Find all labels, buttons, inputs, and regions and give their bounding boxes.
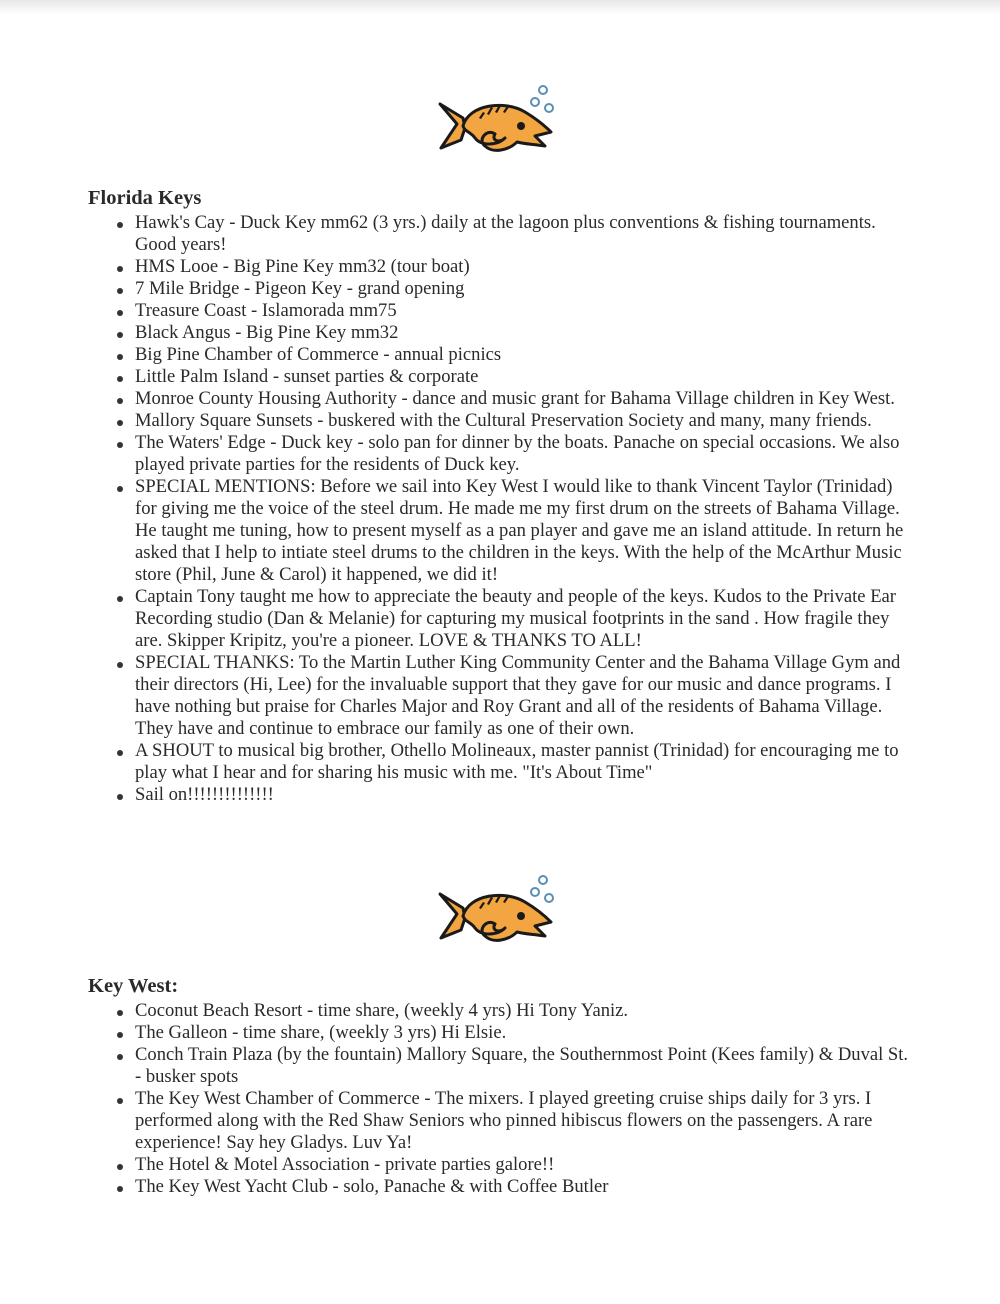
list-item: Mallory Square Sunsets - buskered with the Cultural Preservation Society and many, many friends. [115, 410, 915, 432]
list-item: Captain Tony taught me how to appreciate the beauty and people of the keys. Kudos to the Private Ear Recording studio (Dan & Melanie) for capturing my musical footprints in the sand . How fragile they are. Skipper Kripitz, you're a pioneer. LOVE & THANKS TO ALL! [115, 586, 915, 652]
list-item: 7 Mile Bridge - Pigeon Key - grand opening [115, 278, 915, 300]
list-item: SPECIAL MENTIONS: Before we sail into Key West I would like to thank Vincent Taylor (Trinidad) for giving me the voice of the steel drum. He made me my first drum on the streets of Bahama Village. He taught me tuning, how to present myself as a pan player and gave me an island attitude. In return he asked that I help to intiate steel drums to the children in the keys. With the help of the McArthur Music store (Phil, June & Carol) it happened, we did it! [115, 476, 915, 586]
list-item: A SHOUT to musical big brother, Othello Molineaux, master pannist (Trinidad) for encouraging me to play what I hear and for sharing his music with me. "It's About Time" [115, 740, 915, 784]
list-item: Sail on!!!!!!!!!!!!!! [115, 784, 915, 806]
scan-edge-shadow [0, 0, 1000, 14]
list-item: The Key West Chamber of Commerce - The mixers. I played greeting cruise ships daily for 3 yrs. I performed along with the Red Shaw Seniors who pinned hibiscus flowers on the passengers. A rare experience! Say hey Gladys. Luv Ya! [115, 1088, 915, 1154]
fish-with-bubbles-icon [435, 82, 565, 162]
list-item: The Galleon - time share, (weekly 3 yrs) Hi Elsie. [115, 1022, 915, 1044]
list-item: SPECIAL THANKS: To the Martin Luther King Community Center and the Bahama Village Gym and their directors (Hi, Lee) for the invaluable support that they gave for our music and dance programs. I have nothing but praise for Charles Major and Roy Grant and all of the residents of Bahama Village. They have and continue to embrace our family as one of their own. [115, 652, 915, 740]
list-item: Little Palm Island - sunset parties & corporate [115, 366, 915, 388]
list-item: Black Angus - Big Pine Key mm32 [115, 322, 915, 344]
florida-keys-list [115, 212, 915, 806]
list-item: The Hotel & Motel Association - private parties galore!! [115, 1154, 915, 1176]
list-item: The Waters' Edge - Duck key - solo pan for dinner by the boats. Panache on special occasions. We also played private parties for the residents of Duck key. [115, 432, 915, 476]
section-title-florida-keys: Florida Keys [88, 187, 202, 209]
section-title-key-west: Key West: [88, 975, 179, 997]
list-item: The Key West Yacht Club - solo, Panache & with Coffee Butler [115, 1176, 915, 1198]
key-west-list [115, 1000, 915, 1198]
fish-with-bubbles-icon [435, 872, 565, 952]
list-item: Treasure Coast - Islamorada mm75 [115, 300, 915, 322]
list-item: Hawk's Cay - Duck Key mm62 (3 yrs.) daily at the lagoon plus conventions & fishing tournaments. Good years! [115, 212, 915, 256]
list-item: Monroe County Housing Authority - dance and music grant for Bahama Village children in Key West. [115, 388, 915, 410]
list-item: Big Pine Chamber of Commerce - annual picnics [115, 344, 915, 366]
list-item: Coconut Beach Resort - time share, (weekly 4 yrs) Hi Tony Yaniz. [115, 1000, 915, 1022]
list-item: Conch Train Plaza (by the fountain) Mallory Square, the Southernmost Point (Kees family) & Duval St. - busker spots [115, 1044, 915, 1088]
list-item: HMS Looe - Big Pine Key mm32 (tour boat) [115, 256, 915, 278]
